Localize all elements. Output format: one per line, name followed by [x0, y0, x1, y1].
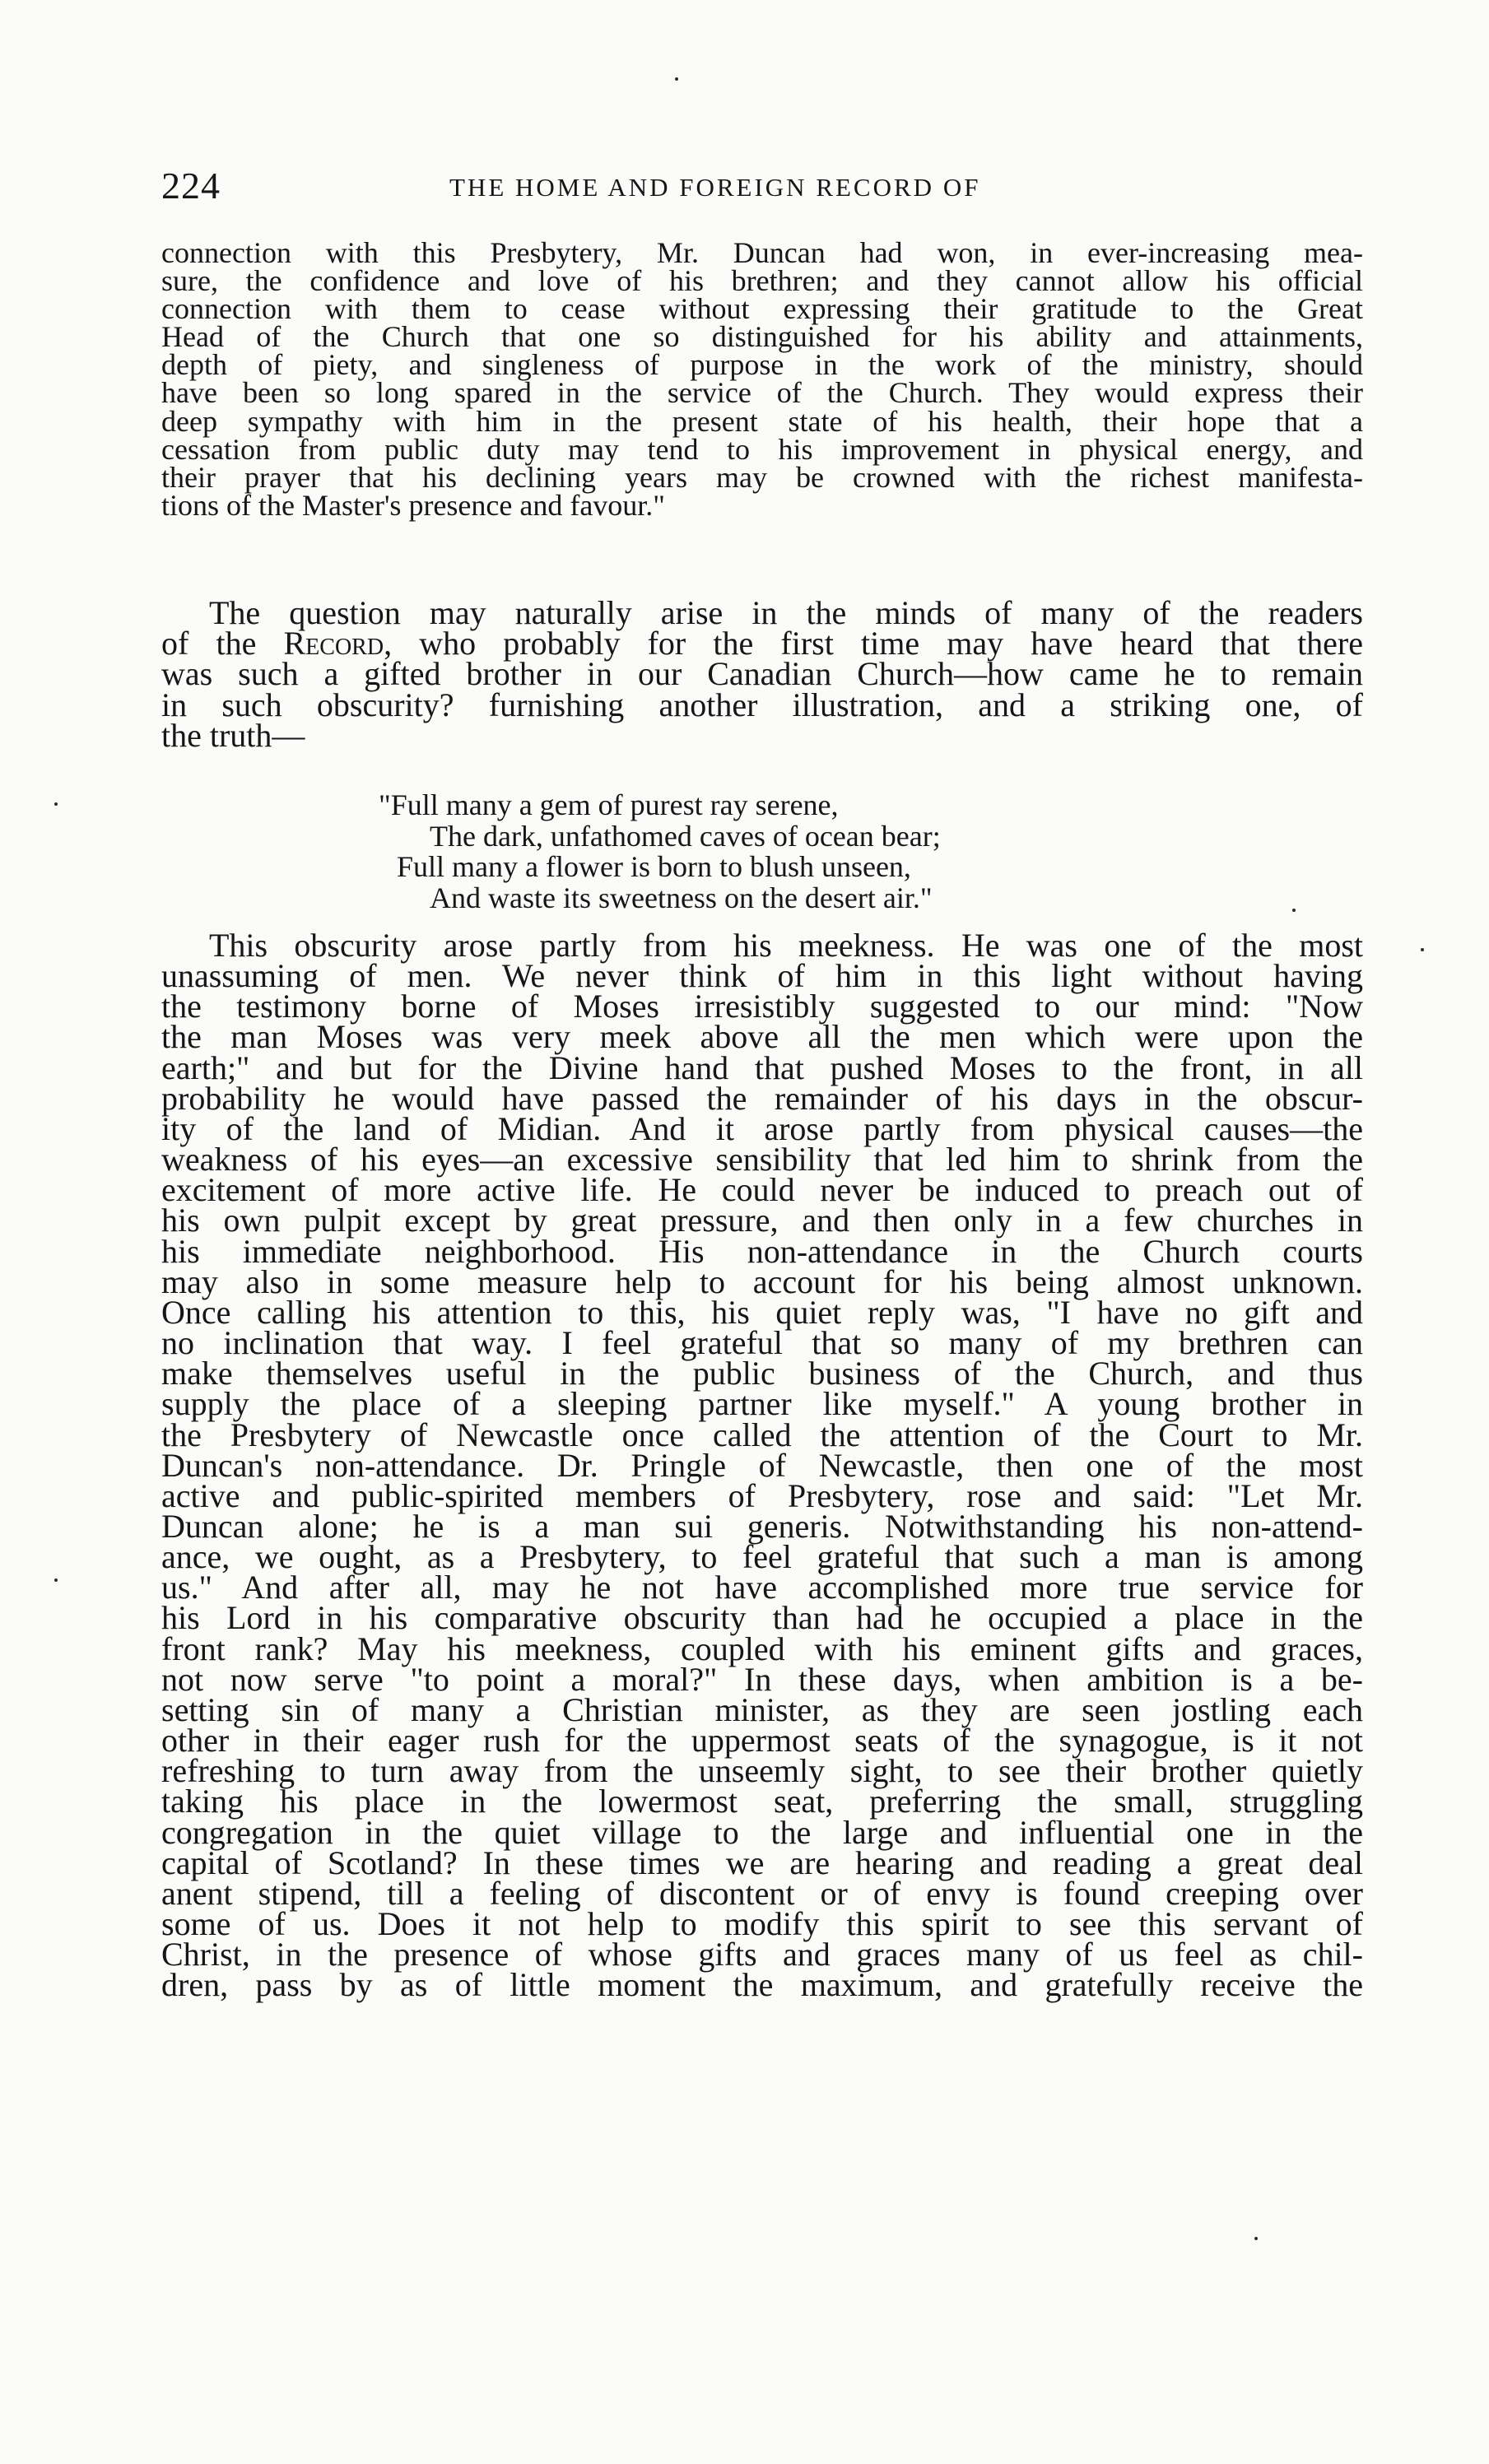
text-line: setting sin of many a Christian minister, as they are seen jostling each: [161, 1690, 1363, 1728]
poem-quotation: [379, 790, 941, 914]
text-line: The question may naturally arise in the minds of many of the readers: [209, 594, 1363, 631]
text-line: his immediate neighborhood. His non-attendance in the Church courts: [161, 1232, 1363, 1270]
text-fragment: of the: [161, 625, 257, 662]
running-head: [161, 161, 1363, 211]
scan-speck: [1421, 948, 1424, 951]
scan-speck: [54, 1578, 58, 1582]
paragraph-resolution-extract: [161, 236, 1363, 522]
text-line: cessation from public duty may tend to his improvement in physical energy, and: [161, 432, 1363, 466]
text-line: excitement of more active life. He could never be induced to preach out of: [161, 1171, 1363, 1209]
text-line: taking his place in the lowermost seat, preferring the small, struggling: [161, 1783, 1363, 1820]
scan-speck: [54, 802, 58, 806]
quotation-line: The dark, unfathomed caves of ocean bear;: [430, 819, 941, 853]
text-line: his Lord in his comparative obscurity than had he occupied a place in the: [161, 1599, 1363, 1637]
text-line: congregation in the quiet village to the large and influential one in the: [161, 1813, 1363, 1851]
text-line: dren, pass by as of little moment the maximum, and gratefully receive the: [161, 1966, 1363, 2004]
scan-speck: [1292, 909, 1296, 912]
text-line: This obscurity arose partly from his meekness. He was one of the most: [209, 927, 1363, 964]
text-line: us." And after all, may he not have accomplished more true service for: [161, 1569, 1363, 1606]
text-line: front rank? May his meekness, coupled with his eminent gifts and graces,: [161, 1629, 1363, 1667]
text-line: was such a gifted brother in our Canadian Church—how came he to remain: [161, 655, 1363, 693]
text-line: connection with this Presbytery, Mr. Duncan had won, in ever-increasing mea-: [161, 236, 1363, 269]
text-fragment: , who probably for the first time may have heard that there: [384, 625, 1364, 662]
page-number: 224: [161, 165, 221, 207]
text-line: have been so long spared in the service of the Church. They would express their: [161, 376, 1363, 410]
text-line: unassuming of men. We never think of him in this light without having: [161, 957, 1363, 995]
text-line: his own pulpit except by great pressure, and then only in a few churches in: [161, 1202, 1363, 1239]
text-line: make themselves useful in the public business of the Church, and thus: [161, 1355, 1363, 1392]
text-line: Duncan's non-attendance. Dr. Pringle of Newcastle, then one of the most: [161, 1446, 1363, 1484]
text-line: deep sympathy with him in the present state of his health, their hope that a: [161, 404, 1363, 438]
quotation-line: And waste its sweetness on the desert air.": [430, 881, 933, 914]
text-line: the man Moses was very meek above all the men which were upon the: [161, 1018, 1363, 1056]
text-line: Duncan alone; he is a man sui generis. Notwithstanding his non-attend-: [161, 1507, 1363, 1545]
text-line: active and public-spirited members of Presbytery, rose and said: "Let Mr.: [161, 1476, 1363, 1514]
text-line: sure, the confidence and love of his brethren; and they cannot allow his official: [161, 264, 1363, 298]
text-line: ity of the land of Midian. And it arose partly from physical causes—the: [161, 1109, 1363, 1147]
text-line: earth;" and but for the Divine hand that pushed Moses to the front, in all: [161, 1048, 1363, 1086]
text-line: Head of the Church that one so distinguished for his ability and attainments,: [161, 320, 1363, 354]
text-line: the testimony borne of Moses irresistibly suggested to our mind: "Now: [161, 988, 1363, 1025]
running-title: THE HOME AND FOREIGN RECORD OF: [449, 173, 981, 202]
text-line: anent stipend, till a feeling of discontent or of envy is found creeping over: [161, 1874, 1363, 1912]
text-line: the truth—: [161, 716, 305, 754]
text-line: tions of the Master's presence and favour.": [161, 488, 665, 522]
scan-speck: [675, 77, 678, 81]
text-line: supply the place of a sleeping partner like myself." A young brother in: [161, 1385, 1363, 1423]
text-line: connection with them to cease without expressing their gratitude to the Great: [161, 292, 1363, 326]
text-line: the Presbytery of Newcastle once called the attention of the Court to Mr.: [161, 1416, 1363, 1453]
paragraph-question: [161, 594, 1364, 754]
text-line: Once calling his attention to this, his quiet reply was, "I have no gift and: [161, 1293, 1363, 1331]
text-line: ance, we ought, as a Presbytery, to feel grateful that such a man is among: [161, 1538, 1363, 1576]
text-line: capital of Scotland? In these times we are hearing and reading a great deal: [161, 1843, 1363, 1881]
text-line: depth of piety, and singleness of purpose in the work of the ministry, should: [161, 348, 1363, 382]
text-line: in such obscurity? furnishing another illustration, and a striking one, of: [161, 686, 1363, 723]
text-line: some of us. Does it not help to modify this spirit to see this servant of: [161, 1905, 1363, 1942]
text-line: Christ, in the presence of whose gifts and graces many of us feel as chil-: [161, 1936, 1363, 1974]
paragraph-obscurity: [161, 927, 1363, 2004]
scan-speck: [1254, 2237, 1258, 2240]
record-word: Record: [283, 625, 384, 662]
text-line: weakness of his eyes—an excessive sensibility that led him to shrink from the: [161, 1141, 1363, 1179]
text-line: no inclination that way. I feel grateful that so many of my brethren can: [161, 1324, 1363, 1362]
text-line: other in their eager rush for the uppermost seats of the synagogue, is it not: [161, 1722, 1363, 1760]
text-line: refreshing to turn away from the unseemly sight, to see their brother quietly: [161, 1752, 1363, 1790]
text-line: not now serve "to point a moral?" In these days, when ambition is a be-: [161, 1660, 1363, 1698]
quotation-line: "Full many a gem of purest ray serene,: [379, 788, 839, 821]
text-line: [161, 625, 1364, 662]
text-line: their prayer that his declining years may be crowned with the richest manifesta-: [161, 460, 1363, 494]
text-line: probability he would have passed the remainder of his days in the obscur-: [161, 1079, 1363, 1117]
text-line: may also in some measure help to account for his being almost unknown.: [161, 1262, 1363, 1300]
quotation-line: Full many a flower is born to blush unseen,: [397, 850, 911, 883]
